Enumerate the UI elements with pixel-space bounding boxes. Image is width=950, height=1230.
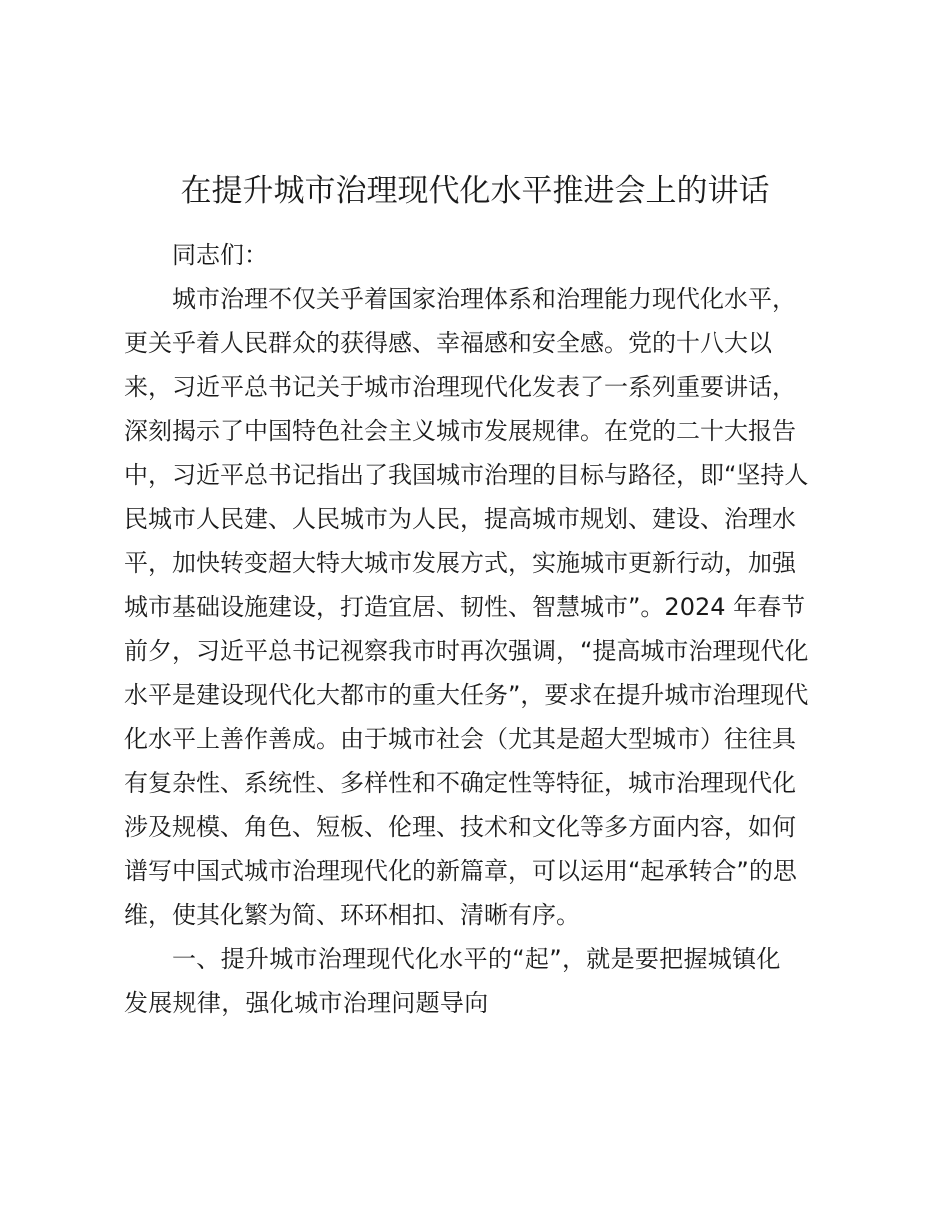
paragraph-line: 深刻揭示了中国特色社会主义城市发展规律。在党的二十大报告 <box>124 417 796 445</box>
paragraph-line: 民城市人民建、人民城市为人民，提高城市规划、建设、治理水 <box>124 505 796 533</box>
paragraph-line: 来，习近平总书记关于城市治理现代化发表了一系列重要讲话， <box>124 373 796 401</box>
paragraph-line: 城市治理不仅关乎着国家治理体系和治理能力现代化水平， <box>172 285 796 313</box>
paragraph-line: 谱写中国式城市治理现代化的新篇章，可以运用“起承转合”的思 <box>124 857 797 885</box>
paragraph-line: 水平是建设现代化大都市的重大任务”，要求在提升城市治理现代 <box>124 681 809 709</box>
document-body <box>124 233 834 1025</box>
paragraph-line: 化水平上善作善成。由于城市社会（尤其是超大型城市）往往具 <box>124 725 796 753</box>
section-heading-line: 一、提升城市治理现代化水平的“起”，就是要把握城镇化 <box>172 945 781 973</box>
paragraph-1 <box>124 277 834 937</box>
salutation: 同志们： <box>172 241 268 269</box>
document-title: 在提升城市治理现代化水平推进会上的讲话 <box>180 173 770 209</box>
paragraph-line: 平，加快转变超大特大城市发展方式，实施城市更新行动，加强 <box>124 549 796 577</box>
paragraph-line: 前夕，习近平总书记视察我市时再次强调，“提高城市治理现代化 <box>124 637 809 665</box>
section-1-heading <box>124 937 834 1025</box>
paragraph-line: 中，习近平总书记指出了我国城市治理的目标与路径，即“坚持人 <box>124 461 809 489</box>
paragraph-line: 涉及规模、角色、短板、伦理、技术和文化等多方面内容，如何 <box>124 813 796 841</box>
section-heading-line: 发展规律，强化城市治理问题导向 <box>124 989 489 1017</box>
paragraph-line: 更关乎着人民群众的获得感、幸福感和安全感。党的十八大以 <box>124 329 772 357</box>
paragraph-line: 有复杂性、系统性、多样性和不确定性等特征，城市治理现代化 <box>124 769 796 797</box>
paragraph-line: 维，使其化繁为简、环环相扣、清晰有序。 <box>124 901 580 929</box>
paragraph-line: 城市基础设施建设，打造宜居、韧性、智慧城市”。2024 年春节 <box>124 593 806 621</box>
